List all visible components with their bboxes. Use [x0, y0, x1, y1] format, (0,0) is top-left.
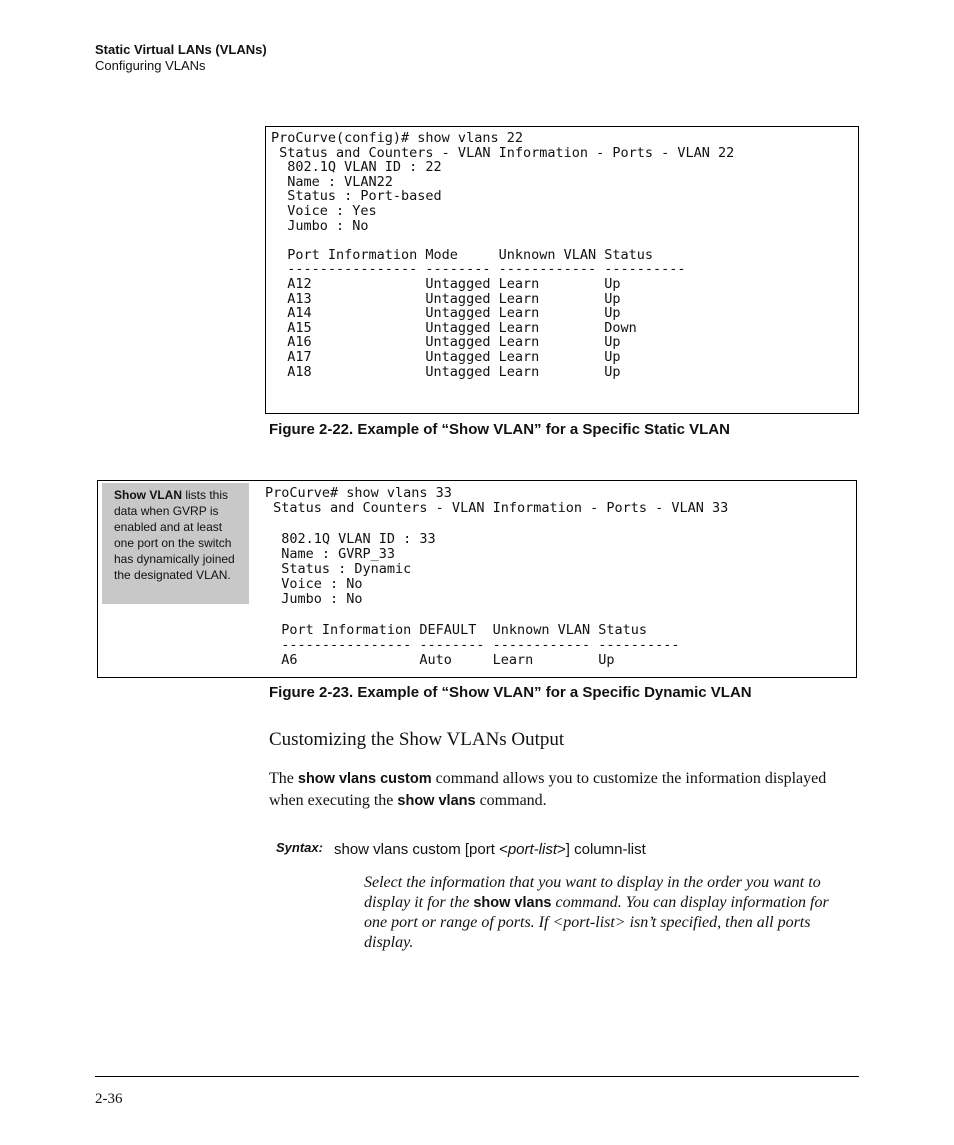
- cli-line: Voice : No: [265, 576, 363, 593]
- footer-divider: [95, 1076, 859, 1077]
- cli-line: 802.1Q VLAN ID : 33: [265, 530, 436, 547]
- cli-line: Name : VLAN22: [271, 173, 393, 190]
- cli-line: A12 Untagged Learn Up: [271, 276, 621, 292]
- cli-line: Status : Port-based: [271, 188, 442, 205]
- cli-line: Status and Counters - VLAN Information - Ports - VLAN 33: [265, 500, 729, 517]
- cli-line: A13 Untagged Learn Up: [271, 290, 621, 307]
- margin-note-text: lists this data when GVRP is enabled and at least one port on the switch has dynamically joined the designated VLAN.: [114, 488, 235, 582]
- cli-line: Jumbo : No: [271, 217, 369, 234]
- page-number: 2-36: [95, 1091, 123, 1107]
- cli-line: 802.1Q VLAN ID : 22: [271, 159, 442, 176]
- running-header: [95, 42, 267, 74]
- cli-line: Port Information Mode Unknown VLAN Status: [271, 246, 654, 263]
- syntax-description: [364, 873, 839, 953]
- syntax-command: [334, 840, 646, 860]
- cli-line: Jumbo : No: [265, 591, 363, 608]
- body-paragraph: [269, 768, 844, 812]
- cli-line: ProCurve# show vlans 33: [265, 485, 452, 501]
- cli-line: A14 Untagged Learn Up: [271, 305, 621, 322]
- cli-line: Name : GVRP_33: [265, 545, 396, 562]
- syntax-text-part: >] column-list: [557, 841, 646, 858]
- cli-line: A18 Untagged Learn Up: [271, 363, 621, 380]
- cli-line: Status and Counters - VLAN Information - Ports - VLAN 22: [271, 144, 735, 161]
- syntax-text-part: show vlans custom [port <: [334, 841, 508, 858]
- para-text: The: [269, 770, 298, 787]
- syntax-label: Syntax:: [276, 840, 323, 855]
- desc-text: Select the information that you want to display in the order you want to display it for the: [364, 874, 821, 911]
- section-heading: Customizing the Show VLANs Output: [269, 729, 565, 750]
- command-name: show vlans: [397, 793, 476, 809]
- cli-line: A15 Untagged Learn Down: [271, 319, 637, 336]
- para-text: command allows you to customize the information displayed when executing the: [269, 770, 827, 809]
- desc-text: command. You can display information for one port or range of ports. If <port-list> isn’t specified, then all ports display.: [364, 894, 829, 951]
- margin-note: [102, 483, 249, 604]
- cli-line: A17 Untagged Learn Up: [271, 349, 621, 365]
- margin-note-bold: Show VLAN: [114, 488, 182, 502]
- command-name: show vlans custom: [297, 771, 432, 787]
- cli-line: Voice : Yes: [271, 203, 377, 219]
- command-name: show vlans: [473, 895, 552, 911]
- cli-output-figure-2-22: [265, 126, 859, 414]
- header-section-title: Static Virtual LANs (VLANs): [95, 42, 267, 57]
- cli-line: A16 Untagged Learn Up: [271, 334, 621, 351]
- cli-line: A6 Auto Learn Up: [265, 652, 615, 669]
- cli-line: Status : Dynamic: [265, 561, 412, 577]
- figure-caption-2-23: Figure 2-23. Example of “Show VLAN” for a Specific Dynamic VLAN: [269, 684, 752, 701]
- para-text: command.: [475, 792, 547, 809]
- figure-caption-2-22: Figure 2-22. Example of “Show VLAN” for a Specific Static VLAN: [269, 421, 730, 438]
- cli-line: ProCurve(config)# show vlans 22: [271, 130, 523, 146]
- cli-line: Port Information DEFAULT Unknown VLAN Status: [265, 621, 648, 638]
- syntax-param: port-list: [507, 841, 558, 858]
- cli-line: ---------------- -------- ------------ ----------: [271, 261, 686, 278]
- header-subsection: Configuring VLANs: [95, 58, 206, 73]
- cli-line: ---------------- -------- ------------ ----------: [265, 637, 680, 653]
